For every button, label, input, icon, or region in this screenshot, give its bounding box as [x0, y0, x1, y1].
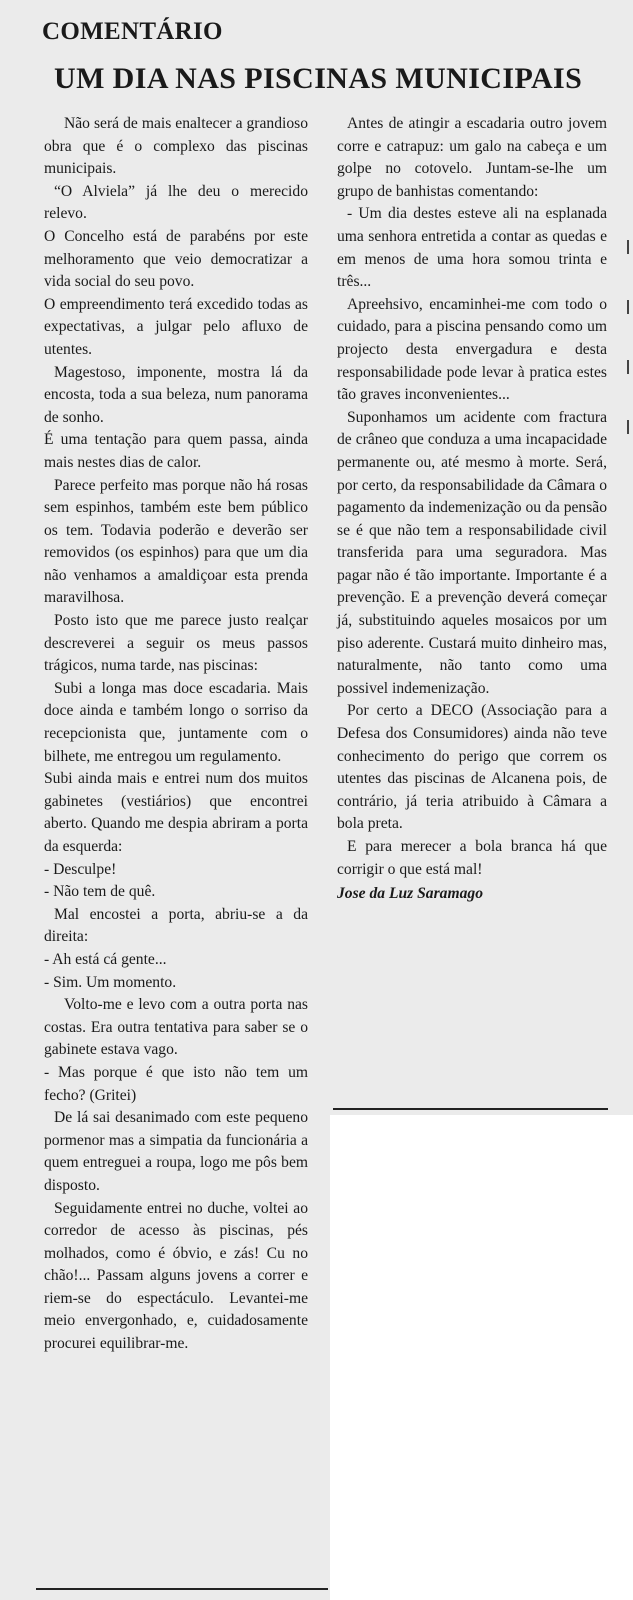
paragraph: Subi ainda mais e entrei num dos muitos gabinetes (vestiários) que encontrei aberto. Quando me despia abriram a porta da esquerda: — [44, 770, 308, 855]
paragraph: Não será de mais enaltecer a grandioso obra que é o complexo das piscinas municipais. — [44, 115, 308, 178]
paragraph: Posto isto que me parece justo realçar descreverei a seguir os meus passos trágicos, numa tarde, nas piscinas: — [44, 612, 308, 675]
dialogue-line: - Ah está cá gente... — [44, 950, 167, 968]
column-end-rule — [333, 1108, 608, 1110]
right-column — [337, 113, 607, 906]
paragraph: O Concelho está de parabéns por este melhoramento que veio democratizar a vida social do seu povo. — [44, 227, 308, 291]
paragraph: De lá sai desanimado com este pequeno pormenor mas a simpatia da funcionária a quem entreguei a roupa, logo me pôs bem disposto. — [44, 1109, 308, 1194]
article-title: UM DIA NAS PISCINAS MUNICIPAIS — [54, 62, 583, 95]
paragraph: Antes de atingir a escadaria outro jovem corre e catrapuz: um galo na cabeça e um golpe no cotovelo. Juntam-se-lhe um grupo de banhistas comentando: — [337, 115, 607, 200]
dialogue-line: - Mas porque é que isto não tem um fecho? (Gritei) — [44, 1063, 308, 1104]
paragraph: Seguidamente entrei no duche, voltei ao corredor de acesso às piscinas, pés molhados, como é óbvio, e zás! Cu no chão!... Passam alguns jovens a correr e riem-se do espectáculo. Levantei-me meio envergonhado, e, cuidadosamente procurei equilibrar-me. — [44, 1199, 308, 1353]
dialogue-line: - Um dia destes esteve ali na esplanada uma senhora entretida a contar as quedas e em menos de uma hora somou trinta e três... — [337, 205, 607, 291]
paragraph: O empreendimento terá excedido todas as expectativas, a julgar pelo afluxo de utentes. — [44, 295, 308, 358]
dialogue-line: - Não tem de quê. — [44, 883, 156, 901]
article-end-rule — [36, 1588, 328, 1590]
paragraph: Mal encostei a porta, abriu-se a da direita: — [44, 905, 308, 946]
dialogue-line: - Sim. Um momento. — [44, 973, 177, 991]
paragraph: Por certo a DECO (Associação para a Defesa dos Consumidores) ainda não teve conhecimento do perigo que correm os utentes das piscinas de Alcanena pois, de contrário, já teria atribuido à Câmara a bola preta. — [337, 702, 607, 833]
section-label: COMENTÁRIO — [42, 18, 223, 45]
author-signature: Jose da Luz Saramago — [337, 885, 483, 903]
paragraph: Parece perfeito mas porque não há rosas sem espinhos, também este bem público os tem. Todavia poderão e deverão ser removidos (os espinhos) para que um dia não venhamos a amaldiçoar esta prenda maravilhosa. — [44, 476, 308, 607]
paragraph: Magestoso, imponente, mostra lá da encosta, toda a sua beleza, num panorama de sonho. — [44, 363, 308, 426]
paragraph: Apreehsivo, encaminhei-me com todo o cuidado, para a piscina pensando como um projecto desta envergadura e desta responsabilidade pode levar à pratica estes tão graves inconvenientes... — [337, 295, 607, 404]
paragraph: “O Alviela” já lhe deu o merecido relevo. — [44, 182, 308, 223]
paragraph: E para merecer a bola branca há que corrigir o que está mal! — [337, 838, 607, 878]
scan-edge-marks — [627, 240, 631, 480]
paragraph: Subi a longa mas doce escadaria. Mais doce ainda e também longo o sorriso da recepcionista que, juntamente com o bilhete, me entregou um regulamento. — [44, 679, 308, 765]
paragraph: É uma tentação para quem passa, ainda mais nestes dias de calor. — [44, 431, 308, 471]
dialogue-line: - Desculpe! — [44, 860, 117, 878]
left-column — [44, 113, 308, 1356]
paragraph: Volto-me e levo com a outra porta nas costas. Era outra tentativa para saber se o gabinete estava vago. — [44, 996, 308, 1059]
paragraph: Suponhamos um acidente com fractura de crâneo que conduza a uma incapacidade permanente ou, até mesmo à morte. Será, por certo, da responsabilidade da Câmara o pagamento da indemenização ou da pensão se é que não tem a responsabilidade civil transferida para uma seguradora. Mas pagar não é tão importante. Importante é a prevenção. E a prevenção deverá começar já, substituindo aqueles mosaicos por um piso aderente. Custará muito dinheiro mas, naturalmente, não tanto como uma possivel indemenização. — [337, 408, 607, 697]
